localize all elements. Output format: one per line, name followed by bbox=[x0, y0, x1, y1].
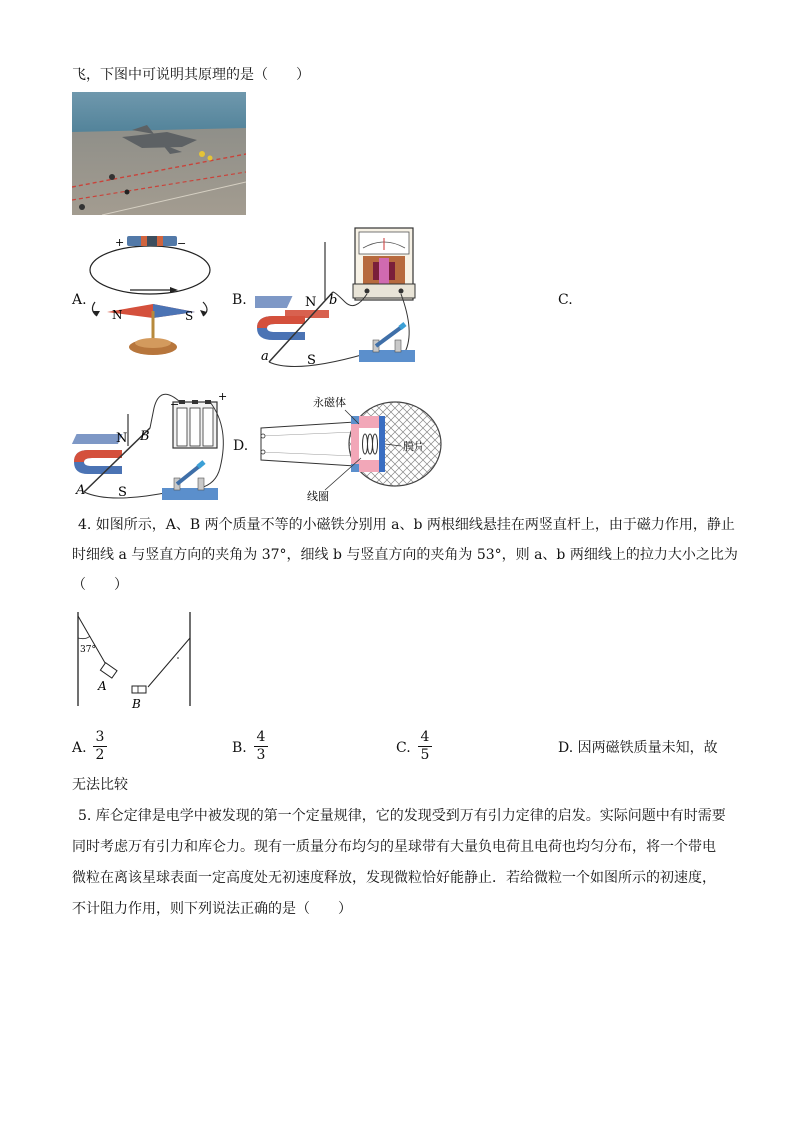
battery-plus-label: + bbox=[218, 390, 228, 403]
q3-option-b-label: B. bbox=[232, 292, 247, 308]
figure-hanging-magnets bbox=[72, 608, 202, 710]
figure-motor-principle bbox=[70, 388, 240, 506]
battery-plus-sign: + bbox=[115, 236, 125, 249]
q3-option-c-label: C. bbox=[558, 292, 573, 308]
battery-minus-label: − bbox=[170, 398, 180, 411]
question-5-line-4: 不计阻力作用，则下列说法正确的是（ ） bbox=[72, 901, 352, 917]
q4-option-a-numerator: 3 bbox=[95, 729, 105, 745]
magnet-s-label-c: S bbox=[118, 485, 127, 500]
q4-option-c-denominator: 5 bbox=[420, 747, 430, 763]
q4-option-c-label: C. bbox=[396, 740, 411, 756]
magnet-s-label: S bbox=[307, 353, 316, 368]
q4-option-d: D. 因两磁铁质量未知，故 bbox=[558, 740, 718, 756]
wire-end-a-label: a bbox=[261, 349, 269, 364]
question-4-line-2: 时细线 a 与竖直方向的夹角为 37°，细线 b 与竖直方向的夹角为 53°，则 a、b 两细线上的拉力大小之比为 bbox=[72, 547, 738, 563]
magnet-b-label: B bbox=[132, 697, 141, 710]
q4-option-b-fraction bbox=[254, 730, 268, 763]
compass-s-label: S bbox=[185, 309, 194, 323]
magnet-n-label-c: N bbox=[116, 431, 128, 446]
question-5-line-1: 5. 库仑定律是电学中被发现的第一个定量规律，它的发现受到万有引力定律的启发。实际问题中有时需要 bbox=[78, 808, 726, 824]
q4-option-a-label: A. bbox=[72, 740, 87, 756]
figure-microphone bbox=[255, 388, 445, 506]
wire-end-a-label-c: A bbox=[76, 483, 86, 498]
q4-option-d-continued: 无法比较 bbox=[72, 777, 128, 793]
figure-electromagnetic-induction bbox=[255, 222, 425, 372]
permanent-magnet-label: 永磁体 bbox=[313, 396, 346, 409]
q4-option-c-numerator: 4 bbox=[420, 729, 430, 745]
battery-minus-sign: − bbox=[177, 237, 187, 250]
q3-option-d-label: D. bbox=[233, 438, 249, 454]
wire-end-b-label: b bbox=[329, 293, 338, 308]
question-4-line-3: （ ） bbox=[72, 577, 128, 593]
q4-option-c-fraction bbox=[418, 730, 432, 763]
wire-end-b-label-c: B bbox=[140, 429, 150, 444]
question-4-line-1: 4. 如图所示，A、B 两个质量不等的小磁铁分别用 a、b 两根细线悬挂在两竖直杆上，由于磁力作用，静止 bbox=[78, 517, 735, 533]
question-3-stem: 飞，下图中可说明其原理的是（ ） bbox=[72, 67, 310, 83]
q4-option-a-fraction bbox=[93, 730, 107, 763]
q4-option-a-denominator: 2 bbox=[95, 747, 105, 763]
compass-n-label: N bbox=[112, 308, 123, 322]
q4-option-b-numerator: 4 bbox=[256, 729, 266, 745]
magnet-a-label: A bbox=[98, 679, 107, 693]
question-5-line-3: 微粒在离该星球表面一定高度处无初速度释放，发现微粒恰好能静止．若给微粒一个如图所示的初速度， bbox=[72, 870, 716, 886]
aircraft-carrier-photo bbox=[72, 92, 246, 215]
figure-oersted-compass bbox=[85, 232, 220, 362]
q4-option-b-label: B. bbox=[232, 740, 247, 756]
coil-label: 线圈 bbox=[307, 490, 329, 503]
angle-37-label: 37° bbox=[80, 645, 96, 655]
q3-option-a-label: A. bbox=[72, 292, 87, 308]
q4-option-b-denominator: 3 bbox=[256, 747, 266, 763]
magnet-n-label: N bbox=[305, 295, 317, 310]
question-5-line-2: 同时考虑万有引力和库仑力。现有一质量分布均匀的星球带有大量负电荷且电荷也均匀分布，将一个带电 bbox=[72, 839, 716, 855]
